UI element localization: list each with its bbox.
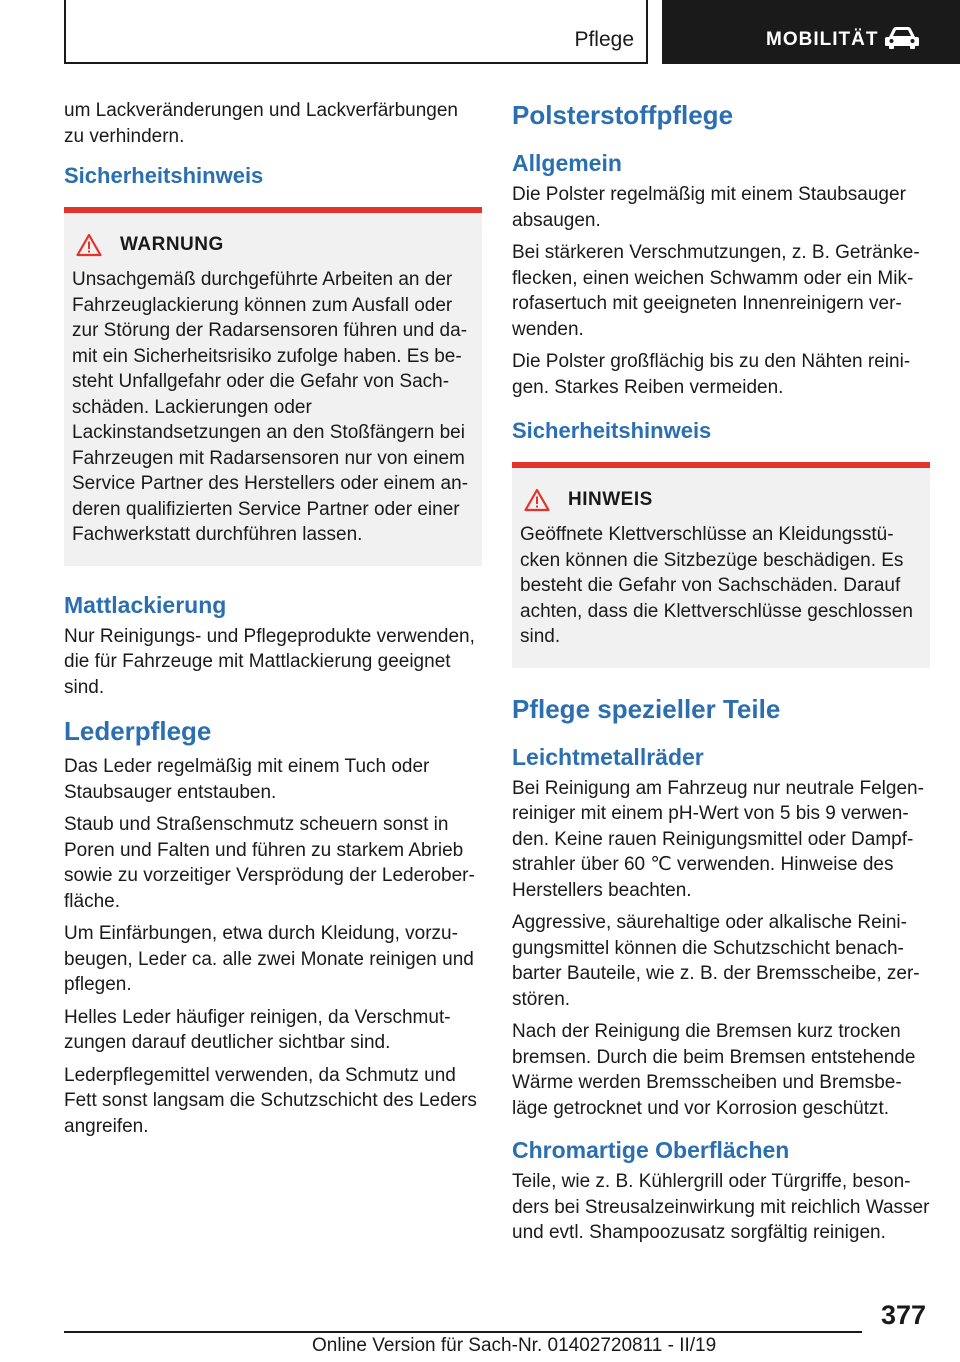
header-section-box: [64, 0, 648, 64]
left-column: [64, 98, 482, 1146]
warning-triangle-icon: [524, 488, 550, 512]
leather-heading: Lederpflege: [64, 716, 212, 746]
notice-box: [512, 462, 930, 668]
car-icon: [884, 26, 920, 50]
general-heading: Allgemein: [512, 150, 622, 176]
warning-triangle-icon: [76, 233, 102, 257]
leather-paragraph: Lederpflegemittel verwenden, da Schmutz und Fett sonst langsam die Schutzschicht des Leders angreifen.: [64, 1064, 477, 1137]
general-paragraph: Die Polster regelmäßig mit einem Staubsauger absaugen.: [512, 184, 906, 231]
matt-heading: Mattlackierung: [64, 591, 227, 618]
alloy-paragraph: Nach der Reinigung die Bremsen kurz trocken bremsen. Durch die beim Bremsen entstehende Wärme werden Bremsscheiben und Bremsbeläge getrocknet und vor Korrosion geschützt.: [512, 1021, 916, 1119]
chrome-paragraph: Teile, wie z. B. Kühlergrill oder Türgriffe, besonders bei Streusalzeinwirkung mit reichlich Wasser und evtl. Shampoozusatz sorgfältig reinigen.: [512, 1171, 930, 1243]
footer-divider: [64, 1331, 862, 1333]
leather-paragraph: Um Einfärbungen, etwa durch Kleidung, vorzubeugen, Leder ca. alle zwei Monate reinigen und pflegen.: [64, 923, 474, 995]
notice-text: Geöffnete Klettverschlüsse an Kleidungsstücken können die Sitzbezüge beschädigen. Es besteht die Gefahr von Sachschäden. Darauf achten, dass die Klettverschlüsse geschlossen sind.: [520, 524, 913, 647]
alloy-paragraph: Aggressive, säurehaltige oder alkalische Reinigungsmittel können die Schutzschicht benachbarter Bauteile, wie z. B. der Bremsscheibe, zerstören.: [512, 912, 920, 1010]
notice-title: HINWEIS: [568, 489, 653, 510]
leather-paragraph: Helles Leder häufiger reinigen, da Verschmutzungen darauf deutlicher sichtbar sind.: [64, 1006, 451, 1053]
leather-paragraph: Das Leder regelmäßig mit einem Tuch oder Staubsauger entstauben.: [64, 756, 430, 803]
right-column: [512, 98, 930, 1253]
intro-text: um Lackveränderungen und Lackverfärbungen zu verhindern.: [64, 100, 458, 147]
upholstery-heading: Polsterstoffpflege: [512, 100, 734, 130]
general-paragraph: Bei stärkeren Verschmutzungen, z. B. Getränkeflecken, einen weichen Schwamm oder ein Mikrofasertuch mit geeigneten Innenreinigern verwenden.: [512, 242, 920, 340]
chrome-heading: Chromartige Oberflächen: [512, 1137, 790, 1163]
header-chapter-box: [662, 0, 960, 64]
page-number: 377: [880, 1300, 926, 1330]
alloy-heading: Leichtmetallräder: [512, 743, 704, 770]
warning-title: WARNUNG: [120, 234, 224, 255]
general-paragraph: Die Polster großflächig bis zu den Nähten reinigen. Starkes Reiben vermeiden.: [512, 351, 911, 398]
warning-text: Unsachgemäß durchgeführte Arbeiten an der Fahrzeuglackierung können zum Ausfall oder zur Störung der Radarsensoren führen und damit ein Sicherheitsrisiko zufolge haben. Es besteht Unfallgefahr oder die Gefahr von Sachschäden. Lackierungen oder Lackinstandsetzungen an den Stoßfängern bei Fahrzeugen mit Radarsensoren nur von einem Service Partner des Herstellers oder einem anderen qualifizierten Service Partner oder einer Fachwerkstatt durchführen lassen.: [72, 269, 469, 545]
parts-heading: Pflege spezieller Teile: [512, 693, 781, 724]
header-chapter-title: MOBILITÄT: [766, 29, 879, 50]
header-section-title: Pflege: [574, 28, 634, 51]
leather-paragraph: Staub und Straßenschmutz scheuern sonst in Poren und Falten und führen zu starkem Abrieb sowie zu vorzeitiger Versprödung der Lederoberfläche.: [64, 814, 475, 912]
online-version-text: Online Version für Sach-Nr. 01402720811 - II/19: [312, 1335, 717, 1356]
alloy-paragraph: Bei Reinigung am Fahrzeug nur neutrale Felgenreiniger mit einem pH-Wert von 5 bis 9 verwenden. Keine rauen Reinigungsmittel oder Dampfstrahler über 60 ℃ verwenden. Hinweise des Herstellers beachten.: [512, 777, 924, 901]
safety-heading: Sicherheitshinweis: [64, 163, 264, 188]
matt-text: Nur Reinigungs- und Pflegeprodukte verwenden, die für Fahrzeuge mit Mattlackierung geeignet sind.: [64, 625, 475, 698]
warning-box: [64, 207, 482, 566]
safety-heading: Sicherheitshinweis: [512, 418, 712, 443]
